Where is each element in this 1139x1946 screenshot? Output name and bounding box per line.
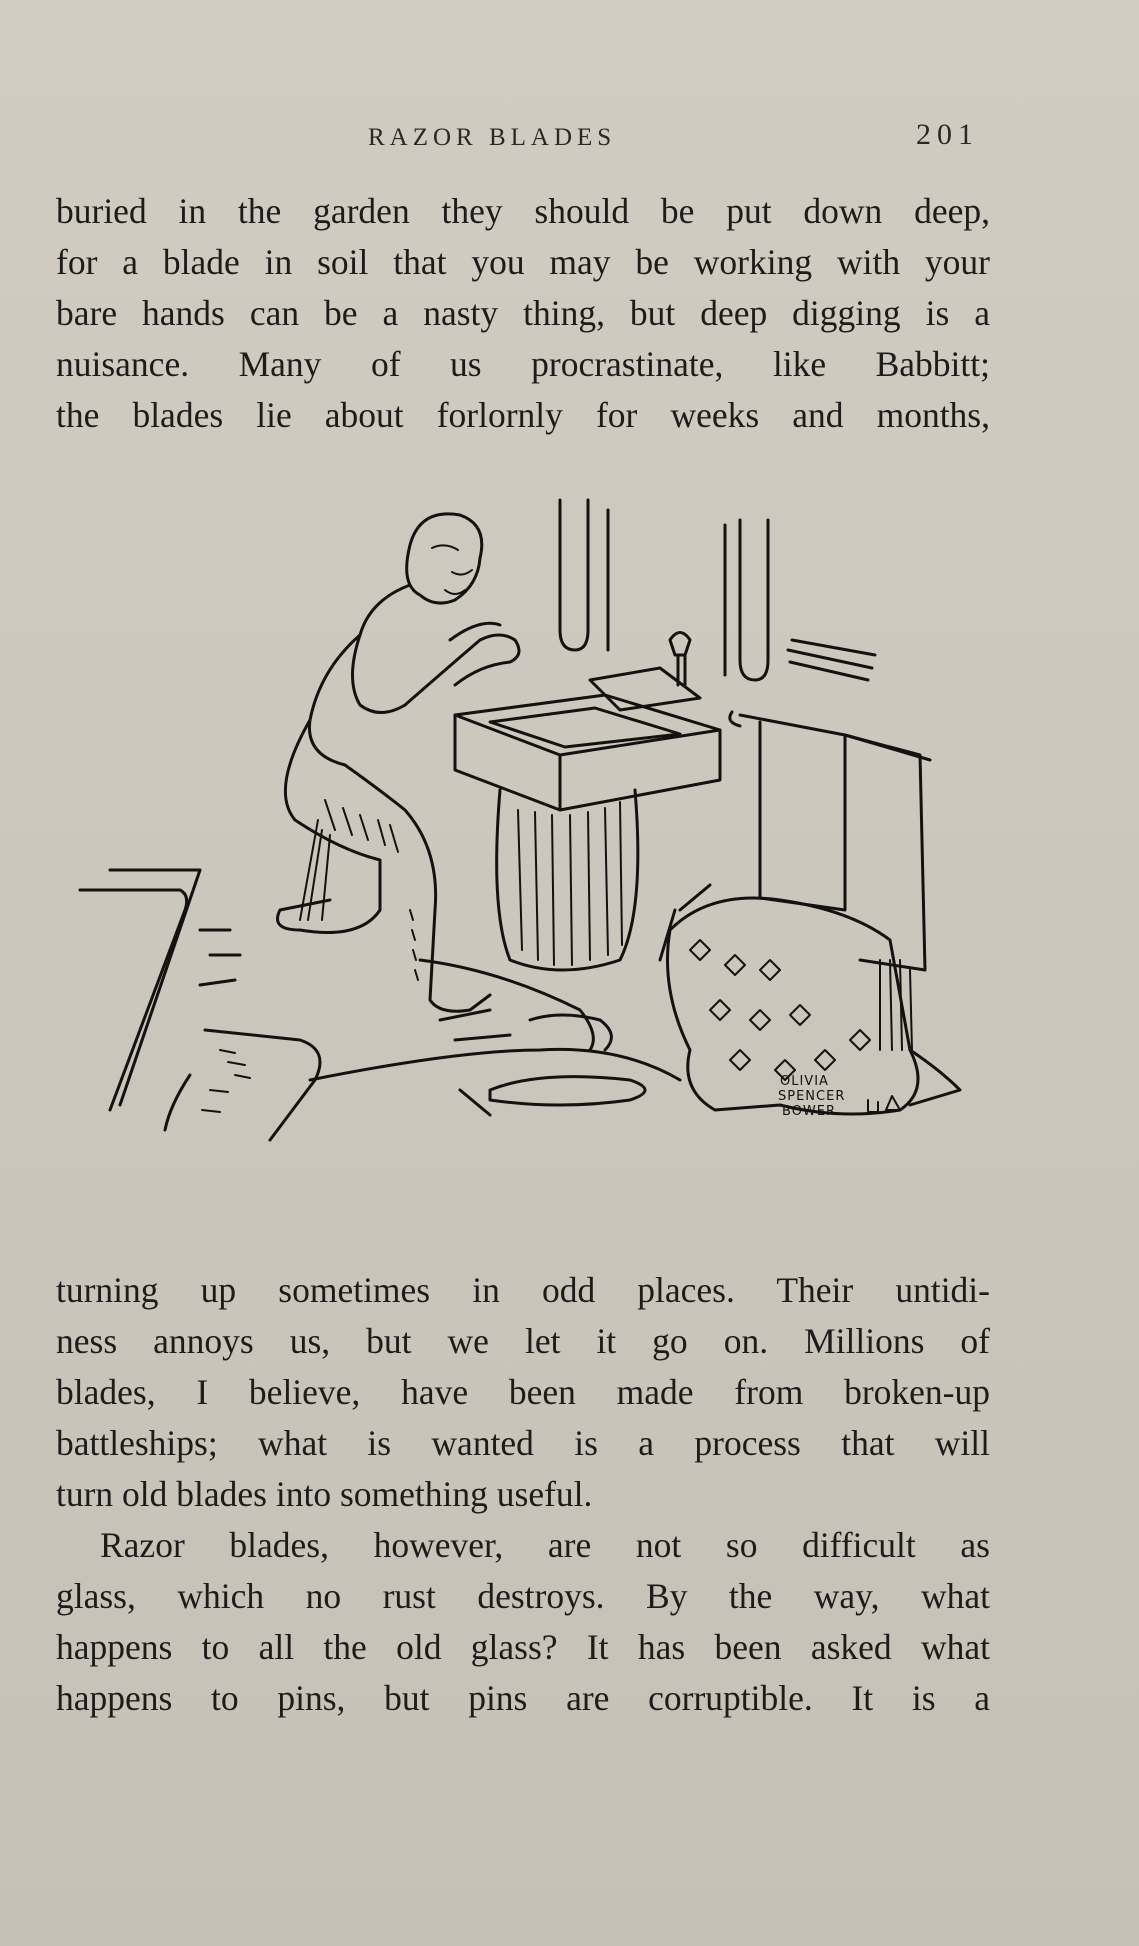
text-line: battleships; what is wanted is a process that will <box>56 1423 990 1463</box>
signature-line: SPENCER <box>778 1089 846 1104</box>
page-number: 201 <box>916 118 979 151</box>
running-header <box>0 118 1139 158</box>
text-line: the blades lie about forlornly for weeks and months, <box>56 395 990 435</box>
running-title: RAZOR BLADES <box>368 124 617 151</box>
text-line: turning up sometimes in odd places. Their untidi- <box>56 1270 990 1310</box>
text-line: for a blade in soil that you may be working with your <box>56 242 990 282</box>
text-line: Razor blades, however, are not so difficult as <box>100 1525 990 1565</box>
text-line: happens to all the old glass? It has been asked what <box>56 1627 990 1667</box>
text-line: ness annoys us, but we let it go on. Millions of <box>56 1321 990 1361</box>
line-drawing <box>60 490 1020 1240</box>
text-line: turn old blades into something useful. <box>56 1474 593 1514</box>
signature-line: BOWER <box>782 1104 837 1119</box>
text-line: blades, I believe, have been made from broken-up <box>56 1372 990 1412</box>
signature-line: OLIVIA <box>780 1074 829 1089</box>
paragraph-middle <box>56 1265 990 1520</box>
text-line: happens to pins, but pins are corruptible. It is a <box>56 1678 990 1718</box>
paragraph-top <box>56 186 990 441</box>
text-line: buried in the garden they should be put down deep, <box>56 191 990 231</box>
text-line: glass, which no rust destroys. By the way, what <box>56 1576 990 1616</box>
text-line: nuisance. Many of us procrastinate, like Babbitt; <box>56 344 990 384</box>
illustration-man-at-washbasin <box>60 490 1020 1240</box>
paragraph-bottom <box>56 1520 990 1724</box>
text-line: bare hands can be a nasty thing, but deep digging is a <box>56 293 990 333</box>
